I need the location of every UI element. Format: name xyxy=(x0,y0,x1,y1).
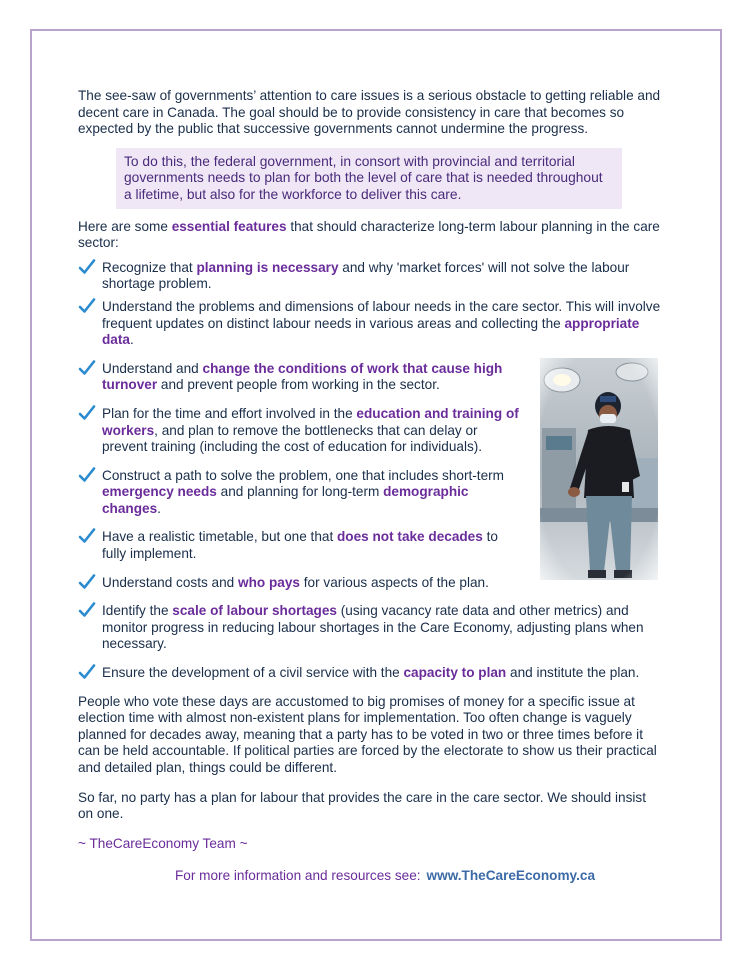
care-worker-photo xyxy=(540,358,658,580)
checkmark-icon xyxy=(78,527,96,545)
feature-text: Understand the problems and dimensions of labour needs in the care sector. This will involve frequent updates on distinct labour needs in various areas and collecting the appropriate data. xyxy=(102,298,661,348)
checkmark-icon xyxy=(78,663,96,681)
closing-paragraph: So far, no party has a plan for labour that provides the care in the care sector. We should insist on one. xyxy=(78,789,646,822)
closing-paragraph: People who vote these days are accustomed to big promises of money for a specific issue at election time with almost non-existent plans for implementation. Too often change is vaguely planned for decades away, meaning that a party has to be voted in two or three times before it can be held accountable. If political parties are forced by the electorate to show us their practical and detailed plan, things could be different. xyxy=(78,693,657,775)
more-info-label: For more information and resources see: xyxy=(174,868,421,884)
checkmark-icon xyxy=(78,359,96,377)
feature-item xyxy=(78,665,662,682)
features-lead xyxy=(78,219,662,252)
care-worker-illustration xyxy=(540,358,658,580)
checkmark-icon xyxy=(78,404,96,422)
feature-text: Ensure the development of a civil service with the capacity to plan and institute the plan. xyxy=(102,665,640,681)
feature-text: Identify the scale of labour shortages (using vacancy rate data and other metrics) and monitor progress in reducing labour shortages in the Care Economy, adjusting plans when necessary. xyxy=(102,603,644,652)
feature-text: Recognize that planning is necessary and why 'market forces' will not solve the labour shortage problem. xyxy=(102,259,630,292)
features-lead-text: Here are some xyxy=(78,218,172,234)
feature-item xyxy=(78,575,523,592)
intro-paragraph: The see-saw of governments’ attention to care issues is a serious obstacle to getting reliable and decent care in Canada. The goal should be to provide consistency in care that becomes so expected by the public that successive governments cannot undermine the progress. xyxy=(78,88,661,137)
feature-item xyxy=(78,299,662,349)
more-info-line xyxy=(78,868,662,885)
checkmark-icon xyxy=(78,573,96,591)
callout-box xyxy=(116,148,622,209)
feature-item xyxy=(78,603,662,653)
feature-item xyxy=(78,361,523,394)
features-lead-emphasis: essential features xyxy=(171,218,287,234)
feature-item xyxy=(78,529,523,562)
feature-text: Understand costs and who pays for various aspects of the plan. xyxy=(102,574,489,590)
checkmark-icon xyxy=(78,466,96,484)
sign-off: ~ TheCareEconomy Team ~ xyxy=(78,835,248,851)
feature-text: Plan for the time and effort involved in the education and training of workers, and plan to remove the bottlenecks that can delay or prevent training (including the cost of education for individuals). xyxy=(102,405,519,455)
feature-item xyxy=(78,468,523,518)
callout-text: To do this, the federal government, in consort with provincial and territorial governments needs to plan for both the level of care that is needed throughout a lifetime, but also for the workforce to deliver this care. xyxy=(124,153,603,202)
feature-item xyxy=(78,406,523,456)
feature-text: Understand and change the conditions of work that cause high turnover and prevent people from working in the sector. xyxy=(102,360,503,393)
feature-item xyxy=(78,260,662,293)
feature-text: Have a realistic timetable, but one that does not take decades to fully implement. xyxy=(102,529,498,562)
features-lead-text-end: that should characterize long-term labour planning in the care sector: xyxy=(78,218,660,251)
checkmark-icon xyxy=(78,258,96,276)
checkmark-icon xyxy=(78,297,96,315)
feature-text: Construct a path to solve the problem, one that includes short-term emergency needs and planning for long-term demographic changes. xyxy=(102,467,504,516)
checkmark-icon xyxy=(78,601,96,619)
website-link[interactable]: www.TheCareEconomy.ca xyxy=(426,868,596,884)
